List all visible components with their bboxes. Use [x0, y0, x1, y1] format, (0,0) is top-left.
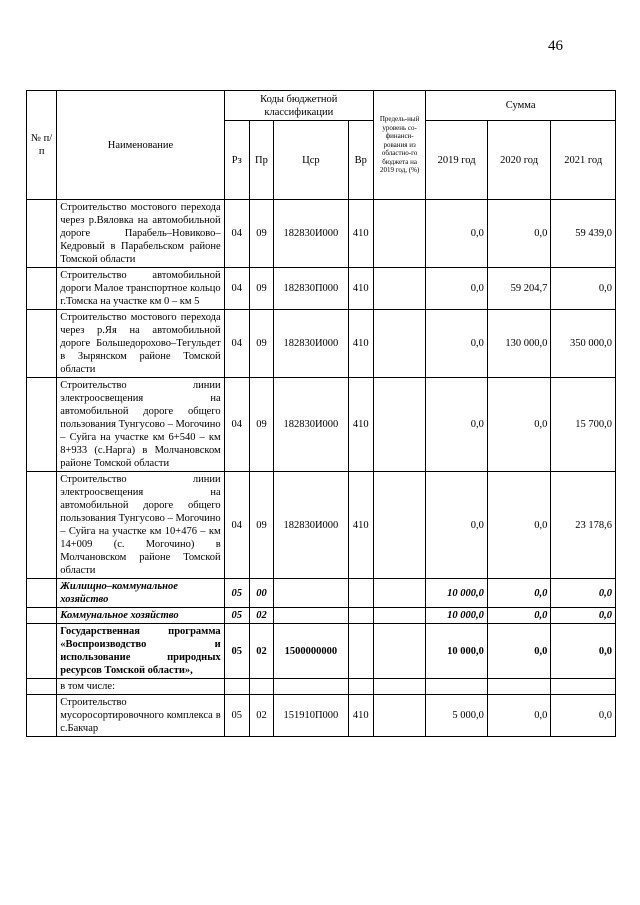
row-num [27, 608, 57, 624]
row-2020: 130 000,0 [487, 310, 551, 378]
row-vr: 410 [348, 695, 373, 737]
row-vr [348, 579, 373, 608]
row-num [27, 268, 57, 310]
row-limit [373, 268, 425, 310]
header-num: № п/п [27, 91, 57, 200]
row-limit [373, 608, 425, 624]
row-name: Строительство мостового перехода через р.Яя на автомобильной дороге Большедорохово–Тегульдет в Зырянском районе Томской области [57, 310, 224, 378]
table-row [27, 608, 616, 624]
table-row [27, 679, 616, 695]
row-vr [348, 608, 373, 624]
row-num [27, 200, 57, 268]
row-name: Строительство мусоросортировочного комплекса в с.Бакчар [57, 695, 224, 737]
row-name: Строительство мостового перехода через р.Вяловка на автомобильной дороге Парабель–Новиково–Кедровый в Парабельском районе Томской области [57, 200, 224, 268]
row-vr [348, 679, 373, 695]
page-number: 46 [548, 38, 563, 54]
row-name: Государственная программа «Воспроизводство и использование природных ресурсов Томской области», [57, 624, 224, 679]
row-csr: 182830И000 [274, 378, 349, 472]
row-rz: 05 [224, 608, 249, 624]
row-2019: 10 000,0 [426, 579, 488, 608]
row-2020 [487, 679, 551, 695]
row-2020: 0,0 [487, 472, 551, 579]
row-csr [274, 579, 349, 608]
row-2020: 0,0 [487, 200, 551, 268]
row-2021: 23 178,6 [551, 472, 616, 579]
row-num [27, 624, 57, 679]
row-pr: 02 [249, 695, 273, 737]
row-csr: 182830И000 [274, 472, 349, 579]
row-pr: 02 [249, 608, 273, 624]
table-row [27, 579, 616, 608]
row-2019: 10 000,0 [426, 624, 488, 679]
row-rz: 04 [224, 200, 249, 268]
row-num [27, 695, 57, 737]
row-limit [373, 310, 425, 378]
row-pr: 09 [249, 200, 273, 268]
header-sum: Сумма [426, 91, 616, 121]
row-2019 [426, 679, 488, 695]
row-2019: 5 000,0 [426, 695, 488, 737]
row-pr: 09 [249, 268, 273, 310]
row-vr: 410 [348, 472, 373, 579]
header-pr: Пр [249, 121, 273, 200]
row-2019: 10 000,0 [426, 608, 488, 624]
row-pr [249, 679, 273, 695]
row-2021 [551, 679, 616, 695]
row-2019: 0,0 [426, 268, 488, 310]
row-limit [373, 472, 425, 579]
row-csr: 182830И000 [274, 310, 349, 378]
table-row [27, 268, 616, 310]
row-2019: 0,0 [426, 378, 488, 472]
row-pr: 02 [249, 624, 273, 679]
row-num [27, 579, 57, 608]
row-2021: 15 700,0 [551, 378, 616, 472]
row-rz: 05 [224, 695, 249, 737]
row-limit [373, 624, 425, 679]
header-codes: Коды бюджетной классификации [224, 91, 373, 121]
table-row [27, 378, 616, 472]
row-pr: 00 [249, 579, 273, 608]
table-row [27, 472, 616, 579]
row-name: в том числе: [57, 679, 224, 695]
row-2021: 0,0 [551, 695, 616, 737]
row-rz: 05 [224, 624, 249, 679]
row-limit [373, 200, 425, 268]
row-pr: 09 [249, 310, 273, 378]
budget-table [26, 90, 616, 737]
row-2019: 0,0 [426, 310, 488, 378]
row-num [27, 310, 57, 378]
header-2021: 2021 год [551, 121, 616, 200]
row-num [27, 378, 57, 472]
header-limit: Предель-ный уровень со-финанси-рования из областно-го бюджета на 2019 год, (%) [373, 91, 425, 200]
row-2021: 59 439,0 [551, 200, 616, 268]
row-name: Жилищно–коммунальное хозяйство [57, 579, 224, 608]
row-csr: 182830И000 [274, 200, 349, 268]
header-rz: Рз [224, 121, 249, 200]
row-rz: 04 [224, 378, 249, 472]
row-vr: 410 [348, 310, 373, 378]
row-vr: 410 [348, 268, 373, 310]
row-name: Строительство линии электроосвещения на автомобильной дороге общего пользования Тунгусово – Могочино – Суйга на участке км 10+476 – км 14+009 (с. Могочино) в Молчановском районе Томской области [57, 472, 224, 579]
row-rz: 05 [224, 579, 249, 608]
row-2019: 0,0 [426, 472, 488, 579]
row-num [27, 472, 57, 579]
row-csr: 151910П000 [274, 695, 349, 737]
table-row [27, 200, 616, 268]
row-2021: 350 000,0 [551, 310, 616, 378]
row-csr: 1500000000 [274, 624, 349, 679]
header-2020: 2020 год [487, 121, 551, 200]
row-vr: 410 [348, 200, 373, 268]
row-limit [373, 695, 425, 737]
row-rz: 04 [224, 472, 249, 579]
row-vr [348, 624, 373, 679]
row-limit [373, 378, 425, 472]
row-rz: 04 [224, 310, 249, 378]
row-2021: 0,0 [551, 268, 616, 310]
header-vr: Вр [348, 121, 373, 200]
row-2021: 0,0 [551, 608, 616, 624]
row-2021: 0,0 [551, 624, 616, 679]
row-2020: 0,0 [487, 608, 551, 624]
row-csr: 182830П000 [274, 268, 349, 310]
row-pr: 09 [249, 472, 273, 579]
row-rz: 04 [224, 268, 249, 310]
row-2021: 0,0 [551, 579, 616, 608]
row-vr: 410 [348, 378, 373, 472]
header-2019: 2019 год [426, 121, 488, 200]
row-pr: 09 [249, 378, 273, 472]
header-csr: Цср [274, 121, 349, 200]
row-limit [373, 579, 425, 608]
row-num [27, 679, 57, 695]
row-2020: 0,0 [487, 378, 551, 472]
header-name: Наименование [57, 91, 224, 200]
row-2020: 0,0 [487, 579, 551, 608]
row-limit [373, 679, 425, 695]
row-rz [224, 679, 249, 695]
table-row [27, 310, 616, 378]
table-row [27, 695, 616, 737]
table-row [27, 624, 616, 679]
row-2020: 59 204,7 [487, 268, 551, 310]
row-2020: 0,0 [487, 695, 551, 737]
row-name: Строительство линии электроосвещения на автомобильной дороге общего пользования Тунгусово – Могочино – Суйга на участке км 6+540 – км 8+933 (с.Нарга) в Молчановском районе Томской области [57, 378, 224, 472]
row-2019: 0,0 [426, 200, 488, 268]
row-name: Коммунальное хозяйство [57, 608, 224, 624]
row-name: Строительство автомобильной дороги Малое транспортное кольцо г.Томска на участке км 0 – км 5 [57, 268, 224, 310]
row-csr [274, 679, 349, 695]
row-csr [274, 608, 349, 624]
row-2020: 0,0 [487, 624, 551, 679]
